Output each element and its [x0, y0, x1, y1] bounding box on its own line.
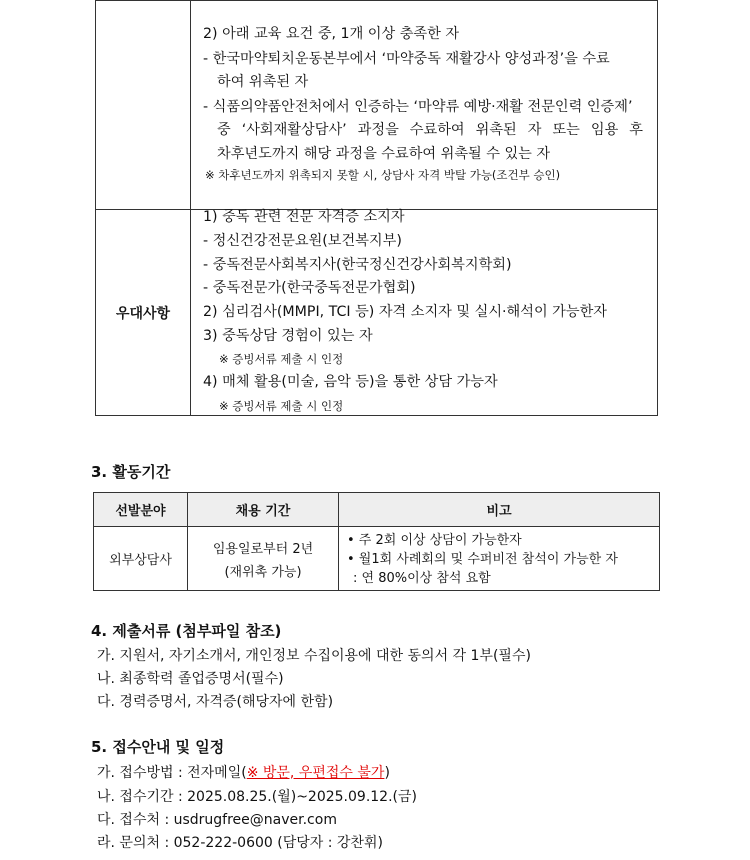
header-field: 선발분야: [94, 493, 188, 527]
qualification-content-cell: [191, 1, 658, 210]
remark-line-2: • 월1회 사례회의 및 수퍼비전 참석이 가능한 자: [347, 552, 618, 567]
method-suffix: ): [384, 765, 390, 781]
qualification-table: [95, 0, 658, 416]
preference-line: 2) 심리검사(MMPI, TCI 등) 자격 소지자 및 실시·해석이 가능한자: [203, 304, 607, 320]
requirement-b-line-2: 중 ‘사회재활상담사’ 과정을 수료하여 위촉된 자 또는 임용 후: [217, 122, 643, 138]
qualification-label-cell: [96, 1, 191, 210]
preference-line: 3) 중독상담 경험이 있는 자: [203, 328, 373, 344]
preference-line: - 정신건강전문요원(보건복지부): [203, 233, 402, 249]
remark-line-1: • 주 2회 이상 상담이 가능한자: [347, 533, 522, 548]
document-item: 다. 경력증명서, 자격증(해당자에 한함): [97, 694, 334, 710]
submission-period: 나. 접수기간 : 2025.08.25.(월)~2025.09.12.(금): [97, 789, 417, 805]
preference-content-cell: [191, 210, 658, 416]
document-item: 나. 최종학력 졸업증명서(필수): [97, 671, 284, 687]
remark-line-3: : 연 80%이상 참석 요함: [353, 571, 491, 586]
preference-line: - 중독전문사회복지사(한국정신건강사회복지학회): [203, 257, 512, 273]
period-line-2: (재위촉 가능): [224, 564, 302, 580]
submission-email: 다. 접수처 : usdrugfree@naver.com: [97, 812, 337, 828]
document-item: 가. 지원서, 자기소개서, 개인정보 수집이용에 대한 동의서 각 1부(필수): [97, 648, 531, 664]
requirement-b-line-3: 차후년도까지 해당 과정을 수료하여 위촉될 수 있는 자: [217, 146, 551, 162]
requirement-a-line-1: - 한국마약퇴치운동본부에서 ‘마약중독 재활강사 양성과정’을 수료: [203, 51, 610, 67]
period-line-1: 임용일로부터 2년: [212, 541, 314, 557]
requirement-b-line-1: - 식품의약품안전처에서 인증하는 ‘마약류 예방·재활 전문인력 인증제’: [203, 99, 633, 115]
activity-period-table: [93, 492, 660, 591]
requirement-a-line-2: 하여 위촉된 자: [217, 74, 309, 90]
method-prefix: 가. 접수방법 : 전자메일(: [97, 765, 247, 781]
method-warning: ※ 방문, 우편접수 불가: [246, 765, 385, 781]
preference-note: ※ 증빙서류 제출 시 인정: [219, 399, 344, 413]
section-3-title: 3. 활동기간: [91, 463, 171, 481]
cell-field: 외부상담사: [94, 527, 188, 591]
header-period: 채용 기간: [188, 493, 339, 527]
education-requirement-title: 2) 아래 교육 요건 중, 1개 이상 충족한 자: [203, 26, 460, 42]
cell-period: [188, 527, 339, 591]
cell-remark: [339, 527, 660, 591]
preference-note: ※ 증빙서류 제출 시 인정: [219, 352, 344, 366]
preference-label: 우대사항: [96, 210, 191, 416]
requirement-note: ※ 차후년도까지 위촉되지 못할 시, 상담사 자격 박탈 가능(조건부 승인): [205, 168, 561, 182]
section-4-title: 4. 제출서류 (첨부파일 참조): [91, 622, 282, 640]
section-5-title: 5. 접수안내 및 일정: [91, 738, 225, 756]
preference-line: 4) 매체 활용(미술, 음악 등)을 통한 상담 가능자: [203, 374, 498, 390]
preference-line: - 중독전문가(한국중독전문가협회): [203, 280, 416, 296]
preference-line: 1) 중독 관련 전문 자격증 소지자: [203, 209, 405, 225]
header-remark: 비고: [339, 493, 660, 527]
submission-method: [97, 762, 390, 782]
contact-info: 라. 문의처 : 052-222-0600 (담당자 : 강찬휘): [97, 835, 383, 851]
